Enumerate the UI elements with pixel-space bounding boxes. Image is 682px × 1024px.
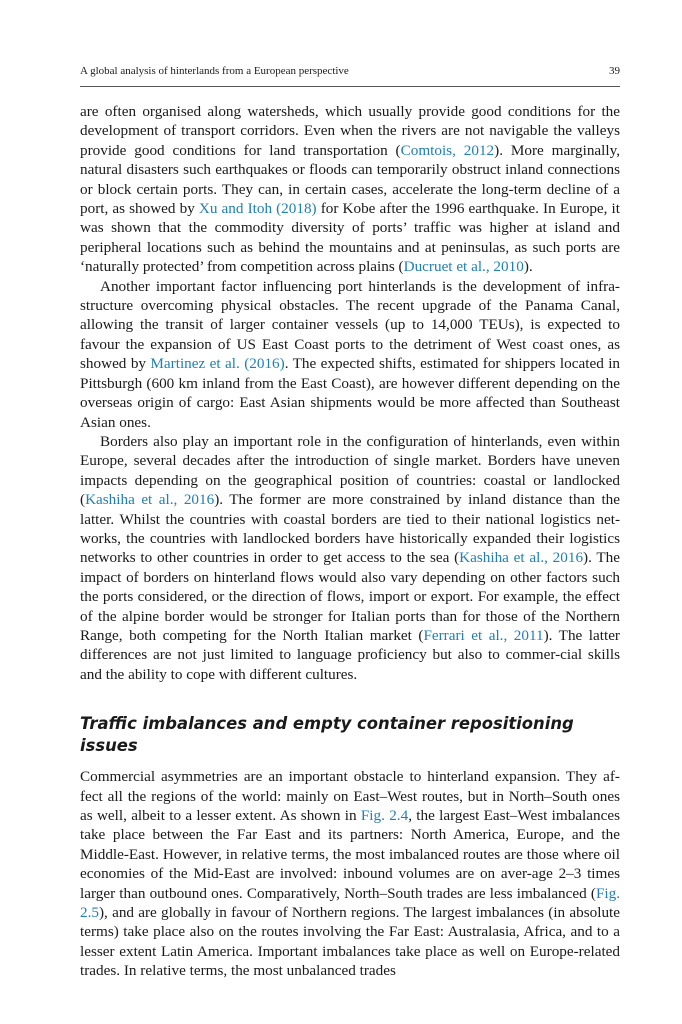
running-head <box>80 63 620 79</box>
citation-link[interactable]: Ducruet et al., 2010 <box>403 258 524 276</box>
paragraph-text: Another important factor influencing port hinterlands is the development of infra-structure overcoming physical obstacles. The recent upgrade of the Panama Canal, allowing the transit of larger container vessels (up to 14,000 TEUs), is expected to favour the expansion of US East Coast ports to the detriment of West coast ones, as showed by <box>80 277 620 373</box>
paragraph-text: Commercial asymmetries are an important obstacle to hinterland expansion. They af-fect all the regions of the world: mainly on East–West routes, but in North–South ones as well, albeit to a lesser extent. As shown in <box>80 768 620 824</box>
paragraph-text: are often organised along watersheds, which usually provide good conditions for the development of transport corridors. Even when the rivers are not navigable the valleys provide good conditions for land transportation ( <box>80 103 620 159</box>
paragraph-text: ). The former are more constrained by inland distance than the latter. Whilst the countries with coastal borders are tied to their national logistics net-works, the countries with landlocked borders have historically expanded their logistics networks to other countries in order to get access to the sea ( <box>80 491 620 567</box>
paragraph-text: . The expected shifts, estimated for shippers located in Pittsburgh (600 km inland from the East Coast), are however different depending on the overseas origin of cargo: East Asian shipments would be more affected than Southeast Asian ones. <box>80 355 621 431</box>
citation-link[interactable]: Kashiha et al., 2016 <box>459 549 584 567</box>
header-rule <box>80 86 620 87</box>
section-paragraphs <box>80 767 620 980</box>
paragraph-p1 <box>80 102 620 277</box>
paragraph-p2 <box>80 277 620 432</box>
paragraph-text: Borders also play an important role in the configuration of hinterlands, even within Europe, several decades after the introduction of single market. Borders have uneven impacts depending on the geographical position of countries: coastal or landlocked ( <box>80 432 620 509</box>
paragraphs-before-heading <box>80 102 620 684</box>
citation-link[interactable]: Martinez et al. (2016) <box>150 355 285 373</box>
citation-link[interactable]: Fig. 2.5 <box>80 884 620 922</box>
body-text <box>80 102 620 981</box>
paragraph-p4 <box>80 767 620 980</box>
page-number: 39 <box>609 65 620 77</box>
citation-link[interactable]: Comtois, 2012 <box>400 141 495 159</box>
citation-link[interactable]: Xu and Itoh (2018) <box>198 200 317 218</box>
paragraph-text: ). More marginally, natural disasters such earthquakes or floods can temporarily obstruct inland connections or block certain ports. They can, in certain cases, accelerate the long-term decline of a port, as showed by <box>80 141 620 218</box>
citation-link[interactable]: Ferrari et al., 2011 <box>423 626 544 644</box>
paragraph-text: for Kobe after the 1996 earthquake. In Europe, it was shown that the commodity diversity of ports’ traffic was higher at island and peripheral locations such as behind the mountains and at peninsulas, as such ports are ‘naturally protected’ from competition across plains ( <box>80 200 620 276</box>
running-head-title: A global analysis of hinterlands from a European perspective <box>80 65 349 77</box>
section-heading: Traffic imbalances and empty container repositioning issues <box>80 714 574 756</box>
paragraph-text: ), and are globally in favour of Northern regions. The largest imbalances (in absolute terms) take place also on the routes involving the Far East: Australasia, Africa, and to a lesser extent Latin America. Important imbalances take place as well on Europe-related trades. In relative terms, the most unbalanced trades <box>80 904 620 980</box>
paragraph-text: , the largest East–West imbalances take place between the Far East and its partners: North America, Europe, and the Middle-East. However, in relative terms, the most imbalanced routes are those where oil economies of the Mid-East are involved: inbound volumes are on aver-age 2–3 times larger than outbound ones. Comparatively, North–South trades are less imbalanced ( <box>80 807 620 902</box>
citation-link[interactable]: Fig. 2.4 <box>360 807 409 824</box>
paragraph-p3 <box>80 432 620 684</box>
paragraph-text: ). <box>523 258 533 276</box>
citation-link[interactable]: Kashiha et al., 2016 <box>85 491 215 509</box>
paragraph-text: ). The latter differences are not just limited to language proficiency but also to commer-cial skills and the ability to cope with different cultures. <box>80 626 620 683</box>
paragraph-text: ). The impact of borders on hinterland flows would also vary depending on other factors such the ports considered, or the direction of flows, import or export. For example, the effect of the alpine border would be stronger for Italian ports than for those of the Northern Range, both competing for the North Italian market ( <box>80 549 620 644</box>
